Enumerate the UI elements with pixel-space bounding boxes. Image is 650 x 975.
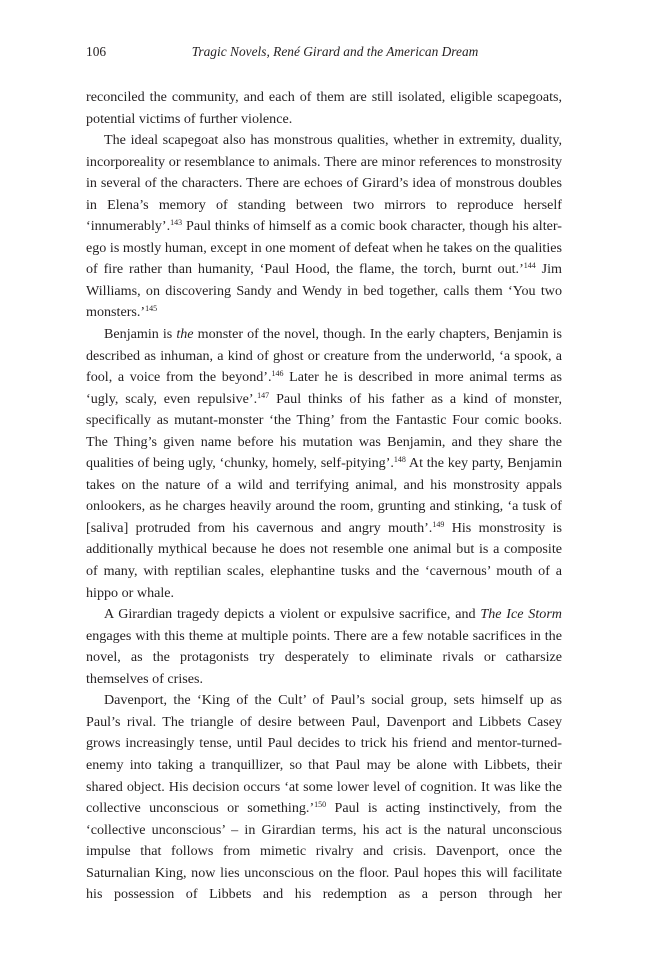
text-run: Paul thinks of himself as a comic book character, though his alter-ego is mostly human, except in one moment of defeat when he takes on the qualities of fire rather than humanity, ‘Paul Hood, the flame, the torch, burnt out.’ xyxy=(86,218,562,278)
running-head xyxy=(86,44,562,64)
text-run: His monstrosity is additionally mythical because he does not resemble one animal but is a composite of many, with reptilian scales, elephantine tusks and the ‘cavernous’ mouth of a hippo or whale. xyxy=(86,519,562,601)
paragraph xyxy=(86,604,562,690)
footnote-marker: 144 xyxy=(523,261,536,271)
text-run: Paul is acting instinctively, from the ‘collective unconscious’ – in Girardian terms, his act is the natural unconscious impulse that follows from mimetic rivalry and crisis. Davenport, once the Saturnalian King, now lies unconscious on the floor. Paul hopes this will facilitate his possession of Libbets and his redemption as a person through her xyxy=(86,800,562,903)
text-run: reconciled the community, and each of them are still isolated, eligible scapegoats, potential victims of further violence. xyxy=(86,89,562,127)
text-run: Later he is described in more animal terms as ‘ugly, scaly, even repulsive’. xyxy=(86,369,562,407)
paragraph xyxy=(86,324,562,604)
body-text xyxy=(86,87,562,906)
footnote-marker: 143 xyxy=(170,218,183,228)
footnote-marker: 145 xyxy=(145,304,158,314)
text-run: Jim Williams, on discovering Sandy and Wendy in bed together, calls them ‘You two monsters.’ xyxy=(86,261,562,321)
footnote-marker: 147 xyxy=(257,390,270,400)
text-run: The ideal scapegoat also has monstrous qualities, whether in extremity, duality, incorporeality or resemblance to animals. There are minor references to monstrosity in several of the characters. There are echoes of Girard’s idea of monstrous doubles in Elena’s memory of standing between two mirrors to reproduce herself ‘innumerably’. xyxy=(86,132,562,235)
paragraph xyxy=(86,87,562,130)
footnote-marker: 146 xyxy=(271,369,284,379)
text-run: engages with this theme at multiple points. There are a few notable sacrifices in the novel, as the protagonists try desperately to eliminate rivals or catharsize themselves of crises. xyxy=(86,627,562,687)
paragraph xyxy=(86,130,562,324)
page-number: 106 xyxy=(86,44,107,59)
italic-text: The Ice Storm xyxy=(480,606,562,623)
footnote-marker: 149 xyxy=(432,519,445,529)
paragraph xyxy=(86,690,562,905)
text-run: Paul thinks of his father as a kind of monster, specifically as mutant-monster ‘the Thing’ from the Fantastic Four comic books. The Thing’s given name before his mutation was Benjamin, and they share the qualities of being ugly, ‘chunky, homely, self-pitying’. xyxy=(86,390,563,472)
footnote-marker: 150 xyxy=(314,800,327,810)
text-run: monster of the novel, though. In the early chapters, Benjamin is described as inhuman, a kind of ghost or creature from the underworld, ‘a spook, a fool, a voice from the beyond’. xyxy=(86,326,562,386)
running-title: Tragic Novels, René Girard and the American Dream xyxy=(191,44,479,59)
text-run: Davenport, the ‘King of the Cult’ of Paul’s social group, sets himself up as Paul’s rival. The triangle of desire between Paul, Davenport and Libbets Casey grows increasingly tense, until Paul decides to trick his friend and mentor-turned-enemy into taking a tranquillizer, so that Paul may be alone with Libbets, their shared object. His decision occurs ‘at some lower level of cognition. It was like the collective unconscious or something.’ xyxy=(86,692,562,817)
text-run: Benjamin is xyxy=(104,326,177,343)
italic-text: the xyxy=(176,326,194,343)
text-run: A Girardian tragedy depicts a violent or expulsive sacrifice, and xyxy=(104,606,481,623)
text-run: At the key party, Benjamin takes on the nature of a wild and terrifying animal, and his monstrosity appals onlookers, as he charges heavily around the room, grunting and stinking, ‘a tusk of [saliva] protruded from his cavernous and angry mouth’. xyxy=(86,455,562,536)
footnote-marker: 148 xyxy=(393,455,406,465)
